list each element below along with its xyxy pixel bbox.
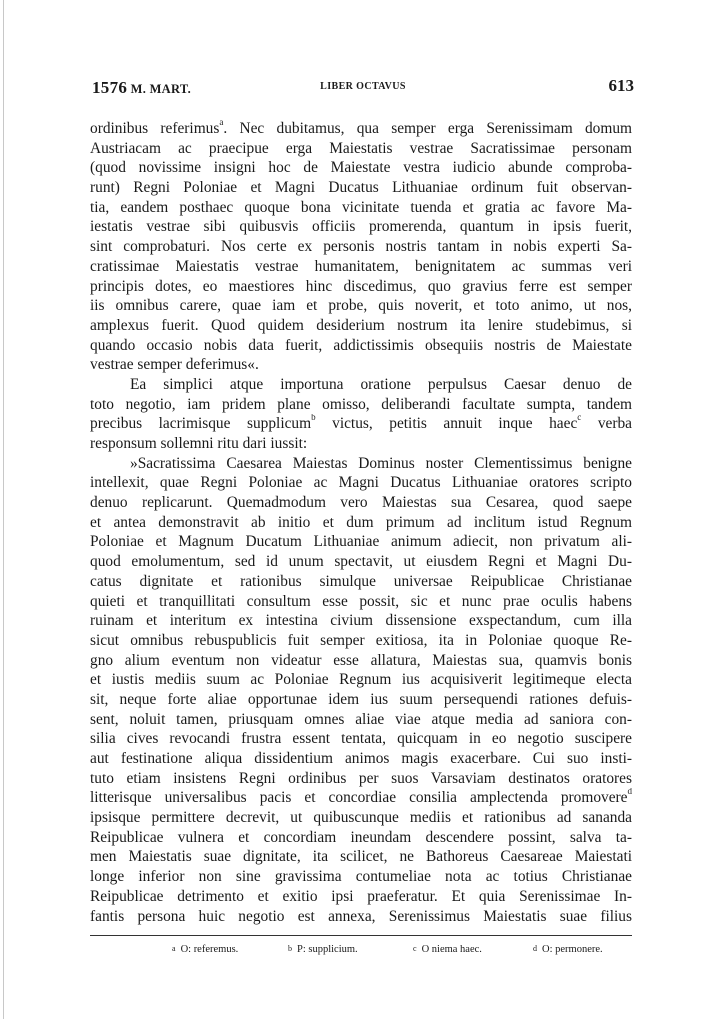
text-line: vestrae semper deferimus«. [90,356,259,374]
text-line: et antea demonstravit ab initio et dum primum ad inclitum istud Regnum [90,513,632,531]
text-line: sicut omnibus rebuspublicis fuit semper exitiosa, ita in Poloniae quoque Re- [90,631,632,649]
header-month: M. MART. [130,82,192,96]
running-header [92,78,634,102]
text-line: sent, noluit tamen, priusquam omnes aliae viae atque media ad saniora con- [90,710,632,728]
text-line: fantis persona huic negotio est annexa, Serenissimus Maiestatis suae filius [90,907,632,925]
text-line: ruinam et interitum ex intestina civium dissensione exspectandum, cum illa [90,612,632,630]
text-line: runt) Regni Poloniae et Magni Ducatus Lithuaniae ordinum fuit observan- [90,179,632,197]
footnote-marker: a [219,119,224,127]
text-line: (quod novissime insigni hoc de Maiestate vestra iudicio abunde comproba- [90,159,632,177]
text-line: tia, eandem posthaec quoque bona vicinitate tuenda et gratia ac favore Ma- [90,198,632,216]
text-line: amplexus fuerit. Quod quidem desiderium nostrum ita lenire studebimus, si [90,316,632,334]
text-line: tuto etiam insistens Regni ordinibus per suos Varsaviam destinatos oratores [90,769,632,787]
footnote-marker: c [577,414,582,423]
text-line: cratissimae Maiestatis vestrae humanitatem, benignitatem ac summas veri [90,257,632,275]
text-line: et iustis mediis suum ac Poloniae Regnum ius acquisiverit legitimeque electa [90,671,632,689]
footnote-divider [90,935,632,936]
text-line: Austriacam ac praecipue erga Maiestatis vestrae Sacratissimae personam [90,139,632,157]
text-line: principis dotes, eo maestiores hinc discedimus, quo gravius ferre est semper [90,277,632,295]
text-line: litterisque universalibus pacis et concordiae consilia amplectenda promovere$^d$ [90,788,632,807]
text-line: responsum sollemni ritu dari iussit: [90,435,308,452]
scan-edge-line [3,0,4,1019]
text-line: Ea simplici atque importuna oratione perpulsus Caesar denuo de [130,375,632,393]
text-line: quando occasio nobis data fuerit, addictissimis obsequiis nostris de Maiestate [90,336,632,354]
text-line: toto negotio, iam pridem plane omisso, deliberandi facultate sumpta, tandem [90,395,632,413]
text-line: men Maiestatis suae dignitate, ita scilicet, ne Bathoreus Caesareae Maiestati [90,848,632,866]
body-text [90,119,632,926]
text-line: gno alium eventum non videatur esse allatura, Maiestas sua, quamvis bonis [90,651,632,669]
page-number: 613 [608,76,634,95]
footnote-marker: d [627,788,632,797]
text-line: iestatis vestrae sibi quibusvis officiis promerenda, quantum in ipsis fuerit, [90,218,632,236]
text-line: Reipublicae detrimento et exitio ipsi praeferatur. Et quia Serenissimae In- [90,887,632,905]
header-year: 1576 [92,78,128,97]
text-line: »Sacratissima Caesarea Maiestas Dominus noster Clementissimus benigne [130,454,632,472]
text-line: Poloniae et Magnum Ducatum Lithuaniae animum adiecit, non privatum ali- [90,533,632,551]
text-line: ipsisque permittere decrevit, ut quibuscunque mediis et rationibus ad sananda [90,809,632,827]
text-line: denuo replicarunt. Quemadmodum vero Maiestas sua Cesarea, quod saepe [90,494,632,512]
text-line: Reipublicae vulnera et concordiam ineundam descendere possint, salva ta- [90,828,632,846]
text-line: sit, neque forte aliae opportunae idem ius suum persequendi rationes defuis- [90,690,632,708]
footnote-d: $^d$ O: permonere. [533,944,603,955]
footnote-b: $^b$ P: supplicium. [288,944,358,955]
footnote-marker: b [311,414,316,423]
footnote-c: $^c$ O niema haec. [413,944,482,955]
text-line: sint comprobaturi. Nos certe ex personis nostris tantam in nobis experti Sa- [90,238,632,256]
text-line: quieti et tranquillitati consultum esse possit, sic et nunc prae oculis habens [90,592,632,610]
text-line: precibus lacrimisque supplicum$^b$ victus, petitis annuit inque haec$^c$ verba [90,414,632,433]
text-line: quod emolumentum, sed id unum spectavit, ut eiusdem Regni et Magni Du- [90,553,632,571]
text-line: longe inferior non sine gravissima contumeliae nota ac totius Christianae [90,868,632,886]
text-line: iis omnibus carere, quae iam et probe, quis noverit, et toto animo, ut nos, [90,297,632,315]
text-line: intellexit, quae Regni Poloniae ac Magni Ducatus Lithuaniae oratores scripto [90,474,632,492]
text-line: catus dignitate et rationibus simulque universae Reipublicae Christianae [90,572,632,590]
header-book-title: LIBER OCTAVUS [320,81,406,92]
text-line: aut festinatione aliqua dissidentium animos magis exacerbare. Cui suo insti- [90,750,632,767]
text-line: silia cives revocandi frustra essent tentata, quicquam in eo negotio suscipere [90,730,632,748]
text-line: ordinibus referimus$^a$. Nec dubitamus, qua semper erga Serenissimam domum [90,119,632,137]
footnote-a: $^a$ O: referemus. [172,944,239,955]
